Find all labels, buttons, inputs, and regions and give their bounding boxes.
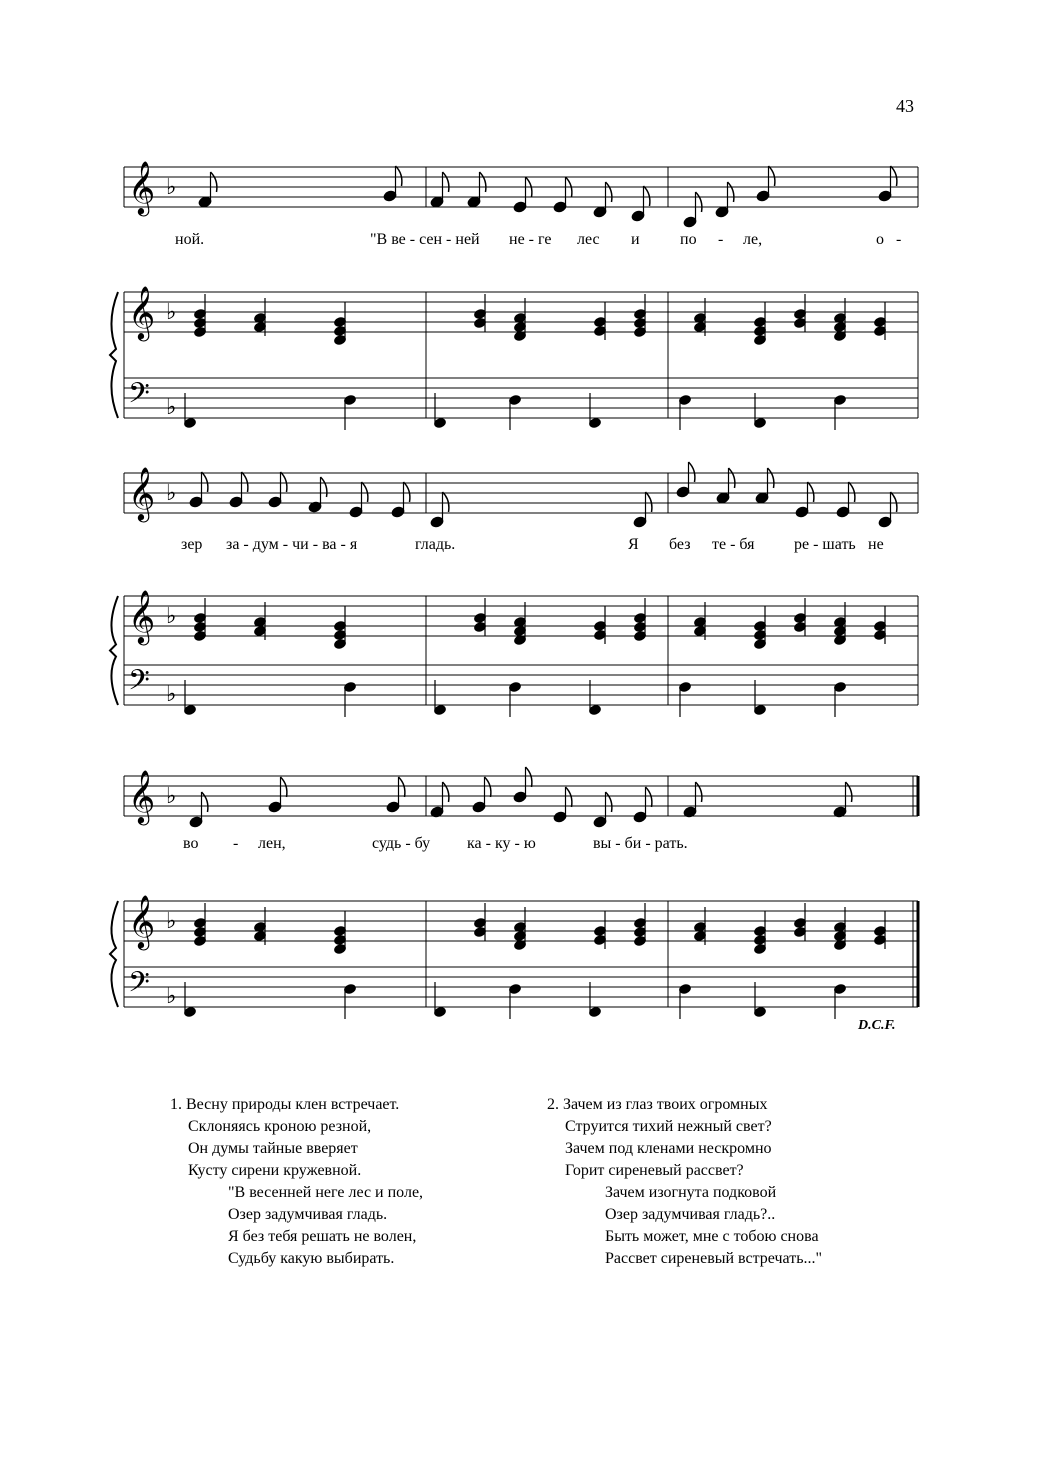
- flat-icon: ♭: [166, 984, 177, 1009]
- lyric-s1-1: ной.: [175, 231, 205, 248]
- flat-icon: ♭: [166, 604, 177, 629]
- note-flag: [396, 166, 402, 186]
- verse-2-line-2: Струится тихий нежный свет?: [565, 1118, 772, 1135]
- note-flag: [281, 472, 287, 492]
- lyric-s2-4: Я: [628, 536, 639, 553]
- bass-clef-icon: 𝄢: [128, 664, 150, 704]
- bass-clef-icon: 𝄢: [128, 966, 150, 1006]
- note-flag: [606, 792, 612, 812]
- lyric-s2-2: за - дум - чи - ва - я: [226, 536, 358, 553]
- note-flag: [646, 492, 652, 512]
- lyric-s2-7: ре - шать: [794, 536, 856, 553]
- note-flag: [399, 777, 405, 797]
- brace: [110, 292, 118, 418]
- lyric-s2-8: не: [868, 536, 884, 553]
- lyric-s3-6: вы - би - рать.: [593, 835, 688, 852]
- brace: [110, 596, 118, 705]
- note-flag: [768, 468, 774, 488]
- note-flag: [242, 472, 248, 492]
- treble-clef-icon: 𝄞: [128, 589, 156, 643]
- lyric-s2-5: без: [669, 536, 691, 553]
- verse-1-line-3: Он думы тайные вверяет: [188, 1140, 358, 1157]
- verse-1-line-2: Склоняясь кроною резной,: [188, 1118, 372, 1135]
- note-flag: [202, 472, 208, 492]
- note-flag: [606, 182, 612, 202]
- lyric-s2-3: гладь.: [415, 536, 456, 553]
- verse-2-chorus-1: Зачем изогнута подковой: [605, 1184, 777, 1201]
- verse-2-chorus-4: Рассвет сиреневый встречать...": [605, 1250, 823, 1267]
- lyric-s1-5: и: [631, 231, 640, 248]
- note-flag: [321, 477, 327, 497]
- note-flag: [696, 192, 702, 212]
- note-flag: [846, 782, 852, 802]
- flat-icon: ♭: [166, 784, 177, 809]
- note-flag: [443, 172, 449, 192]
- note-flag: [728, 182, 734, 202]
- lyric-s3-3: лен,: [258, 835, 286, 852]
- treble-clef-icon: 𝄞: [128, 160, 156, 214]
- verse-1: [170, 1094, 423, 1270]
- verse-1-line-4: Кусту сирени кружевной.: [188, 1162, 362, 1179]
- lyric-s3-5: ка - ку - ю: [467, 835, 536, 852]
- verse-1-chorus-2: Озер задумчивая гладь.: [228, 1206, 388, 1223]
- verse-2-chorus-2: Озер задумчивая гладь?..: [605, 1206, 776, 1223]
- brace: [110, 901, 118, 1007]
- lyric-s3-4: судь - бу: [372, 835, 431, 852]
- verse-2-line-3: Зачем под кленами нескромно: [565, 1140, 772, 1157]
- lyric-s1-9: о: [876, 231, 884, 248]
- dcf-mark: D.C.F.: [858, 1018, 896, 1033]
- note-flag: [485, 777, 491, 797]
- note-flag: [849, 482, 855, 502]
- lyric-s1-3: не - ге: [509, 231, 552, 248]
- verse-1-chorus-3: Я без тебя решать не волен,: [228, 1228, 417, 1245]
- note-flag: [689, 462, 695, 482]
- verse-1-chorus-4: Судьбу какую выбирать.: [228, 1250, 395, 1267]
- flat-icon: ♭: [166, 682, 177, 707]
- lyric-s1-10: -: [896, 231, 902, 248]
- note-flag: [644, 186, 650, 206]
- note-flag: [808, 482, 814, 502]
- flat-icon: ♭: [166, 175, 177, 200]
- bass-clef-icon: 𝄢: [128, 377, 150, 417]
- note-flag: [891, 492, 897, 512]
- lyric-s3-1: во: [183, 835, 199, 852]
- flat-icon: ♭: [166, 909, 177, 934]
- lyric-s1-4: лес: [577, 231, 600, 248]
- note-flag: [281, 777, 287, 797]
- page-number: 43: [896, 96, 914, 116]
- verse-1-chorus-1: "В весенней неге лес и поле,: [228, 1184, 424, 1201]
- note-flag: [566, 787, 572, 807]
- note-flag: [696, 782, 702, 802]
- note-flag: [362, 482, 368, 502]
- verse-2-chorus-3: Быть может, мне с тобою снова: [605, 1228, 819, 1245]
- treble-clef-icon: 𝄞: [128, 285, 156, 339]
- verse-2-line-1: 2. Зачем из глаз твоих огромных: [547, 1096, 768, 1113]
- note-flag: [729, 468, 735, 488]
- verse-2: [547, 1094, 822, 1270]
- note-flag: [443, 492, 449, 512]
- lyric-s1-8: ле,: [743, 231, 763, 248]
- lyric-s1-2: "В ве - сен - ней: [370, 231, 480, 248]
- treble-clef-icon: 𝄞: [128, 769, 156, 823]
- lyric-s1-7: -: [718, 231, 724, 248]
- note-flag: [480, 172, 486, 192]
- verse-2-line-4: Горит сиреневый рассвет?: [565, 1162, 744, 1179]
- note-flag: [202, 792, 208, 812]
- note-flag: [646, 787, 652, 807]
- note-flag: [443, 782, 449, 802]
- note-flag: [526, 767, 532, 787]
- verse-1-line-1: 1. Весну природы клен встречает.: [170, 1096, 400, 1113]
- treble-clef-icon: 𝄞: [128, 894, 156, 948]
- treble-clef-icon: 𝄞: [128, 466, 156, 520]
- lyric-s2-6: те - бя: [712, 536, 755, 553]
- flat-icon: ♭: [166, 395, 177, 420]
- flat-icon: ♭: [166, 481, 177, 506]
- lyric-s3-2: -: [233, 835, 239, 852]
- note-flag: [891, 166, 897, 186]
- flat-icon: ♭: [166, 300, 177, 325]
- note-flag: [211, 172, 217, 192]
- note-flag: [769, 166, 775, 186]
- lyric-s2-1: зер: [181, 536, 203, 553]
- lyric-s1-6: по: [680, 231, 697, 248]
- note-flag: [404, 482, 410, 502]
